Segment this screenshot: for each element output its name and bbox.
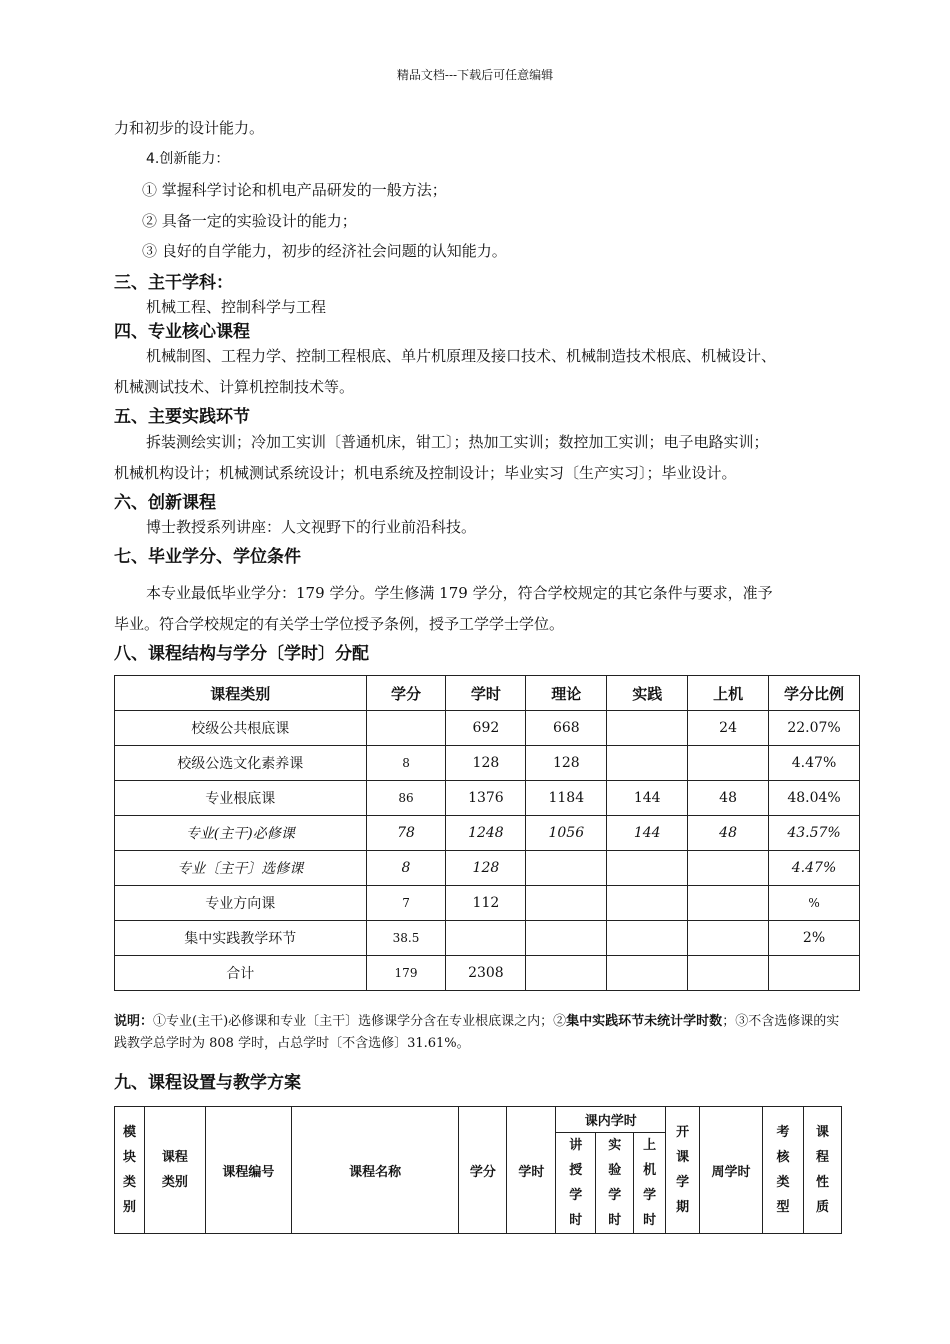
section-title-3: 三、主干学科： xyxy=(114,273,233,293)
section-title-9: 九、课程设置与教学方案 xyxy=(114,1073,301,1093)
table-cell: 集中实践教学环节 xyxy=(115,921,367,956)
course-plan-table xyxy=(114,1106,842,1234)
table-cell: 128 xyxy=(446,851,526,886)
table-row xyxy=(115,781,860,816)
table-cell xyxy=(607,886,688,921)
note-text: ；③不含选修课的实践教学总学时为 808 学时，占总学时〔不含选修〕31.61%。 xyxy=(114,1014,840,1051)
table-cell: 8 xyxy=(366,746,446,781)
table-cell xyxy=(607,956,688,991)
section-title-4: 四、专业核心课程 xyxy=(114,322,250,342)
column-header: 实践 xyxy=(607,676,688,711)
section-text-7: 毕业。符合学校规定的有关学士学位授予条例，授予工学学士学位。 xyxy=(114,615,565,633)
table-cell: 专业方向课 xyxy=(115,886,367,921)
table-cell: 48 xyxy=(688,816,769,851)
column-header: 考核类型 xyxy=(763,1107,804,1234)
table-cell: 144 xyxy=(607,781,688,816)
column-header: 学分 xyxy=(366,676,446,711)
column-header: 学分比例 xyxy=(769,676,860,711)
table-cell xyxy=(526,851,607,886)
column-header: 学分 xyxy=(459,1107,507,1234)
table-cell: 7 xyxy=(366,886,446,921)
column-header: 周学时 xyxy=(700,1107,763,1234)
table-cell: 校级公选文化素养课 xyxy=(115,746,367,781)
section-title-7: 七、毕业学分、学位条件 xyxy=(114,547,301,567)
table-row xyxy=(115,956,860,991)
note-text: ①专业(主干)必修课和专业〔主干〕选修课学分含在专业根底课之内；② xyxy=(153,1014,567,1029)
section-text-5: 拆装测绘实训；冷加工实训〔普通机床，钳工〕；热加工实训；数控加工实训；电子电路实训； xyxy=(146,433,769,451)
table-cell: 668 xyxy=(526,711,607,746)
section-title-5: 五、主要实践环节 xyxy=(114,407,250,427)
section-title-6: 六、创新课程 xyxy=(114,493,216,513)
table-cell: 48.04% xyxy=(769,781,860,816)
table-cell: 43.57% xyxy=(769,816,860,851)
page-header: 精品文档---下载后可任意编辑 xyxy=(396,68,554,82)
table-cell: 128 xyxy=(526,746,607,781)
table-cell xyxy=(688,886,769,921)
table-cell: 24 xyxy=(688,711,769,746)
column-header: 课程编号 xyxy=(205,1107,291,1234)
table-cell: 4.47% xyxy=(769,746,860,781)
table-cell: 专业(主干)必修课 xyxy=(115,816,367,851)
table-cell: 2% xyxy=(769,921,860,956)
table-cell xyxy=(607,711,688,746)
table-cell: 8 xyxy=(366,851,446,886)
table-cell xyxy=(526,956,607,991)
table-cell xyxy=(607,746,688,781)
section-text-5: 机械机构设计；机械测试系统设计；机电系统及控制设计；毕业实习〔生产实习〕；毕业设计。 xyxy=(114,464,737,482)
table-cell: 144 xyxy=(607,816,688,851)
table-row xyxy=(115,851,860,886)
table-row xyxy=(115,711,860,746)
table-cell: 专业根底课 xyxy=(115,781,367,816)
table-cell xyxy=(688,921,769,956)
column-header: 上机学时 xyxy=(634,1133,666,1234)
table-cell: 48 xyxy=(688,781,769,816)
table-cell: 专业〔主干〕选修课 xyxy=(115,851,367,886)
table-cell: 1248 xyxy=(446,816,526,851)
innovation-item: ② 具备一定的实验设计的能力； xyxy=(142,212,357,230)
note-emphasis: 集中实践环节未统计学时数 xyxy=(566,1014,723,1029)
table-cell: 1376 xyxy=(446,781,526,816)
table-cell: 校级公共根底课 xyxy=(115,711,367,746)
column-header: 课程性质 xyxy=(803,1107,841,1234)
innovation-title: 4.创新能力： xyxy=(146,151,230,167)
table-cell xyxy=(366,711,446,746)
column-header: 课程名称 xyxy=(291,1107,459,1234)
column-header: 上机 xyxy=(688,676,769,711)
table-cell xyxy=(607,921,688,956)
innovation-item: ① 掌握科学讨论和机电产品研发的一般方法； xyxy=(142,181,447,199)
table-cell: 1184 xyxy=(526,781,607,816)
column-header: 讲授学时 xyxy=(556,1133,596,1234)
table-cell xyxy=(607,851,688,886)
table-note xyxy=(114,1011,844,1055)
section-text-6: 博士教授系列讲座：人文视野下的行业前沿科技。 xyxy=(146,518,477,536)
note-label: 说明： xyxy=(114,1014,154,1029)
column-header: 学时 xyxy=(446,676,526,711)
table-cell: 2308 xyxy=(446,956,526,991)
table-cell: 128 xyxy=(446,746,526,781)
table-cell xyxy=(526,921,607,956)
table-row xyxy=(115,921,860,956)
column-header: 课程类别 xyxy=(144,1107,205,1234)
section-title-8: 八、课程结构与学分〔学时〕分配 xyxy=(114,644,369,664)
table-cell xyxy=(526,886,607,921)
table-cell: 112 xyxy=(446,886,526,921)
column-header: 课程类别 xyxy=(115,676,367,711)
table-cell: 86 xyxy=(366,781,446,816)
table-cell xyxy=(688,956,769,991)
table-cell: 4.47% xyxy=(769,851,860,886)
table-cell xyxy=(446,921,526,956)
column-header: 课内学时 xyxy=(556,1107,666,1133)
table-header-row xyxy=(115,1107,842,1133)
table-cell: 179 xyxy=(366,956,446,991)
column-header: 实验学时 xyxy=(596,1133,634,1234)
section-text-4: 机械测试技术、计算机控制技术等。 xyxy=(114,378,355,396)
table-row xyxy=(115,816,860,851)
innovation-item: ③ 良好的自学能力，初步的经济社会问题的认知能力。 xyxy=(142,242,507,260)
table-cell xyxy=(769,956,860,991)
credit-structure-table xyxy=(114,675,860,991)
section-text-3: 机械工程、控制科学与工程 xyxy=(146,298,327,316)
column-header: 理论 xyxy=(526,676,607,711)
table-cell: 38.5 xyxy=(366,921,446,956)
table-cell: 78 xyxy=(366,816,446,851)
table-header-row xyxy=(115,676,860,711)
table-cell xyxy=(688,746,769,781)
column-header: 开课学期 xyxy=(666,1107,700,1234)
table-cell: 1056 xyxy=(526,816,607,851)
table-row xyxy=(115,886,860,921)
table-cell: 合计 xyxy=(115,956,367,991)
table-cell: % xyxy=(769,886,860,921)
table-cell: 692 xyxy=(446,711,526,746)
column-header: 学时 xyxy=(507,1107,556,1234)
section-text-7: 本专业最低毕业学分：179 学分。学生修满 179 学分，符合学校规定的其它条件与要求，准予 xyxy=(146,584,773,602)
table-cell xyxy=(688,851,769,886)
table-row xyxy=(115,746,860,781)
column-header: 模块类别 xyxy=(115,1107,145,1234)
section-text-4: 机械制图、工程力学、控制工程根底、单片机原理及接口技术、机械制造技术根底、机械设计、 xyxy=(146,347,777,365)
intro-line: 力和初步的设计能力。 xyxy=(114,119,265,137)
table-cell: 22.07% xyxy=(769,711,860,746)
